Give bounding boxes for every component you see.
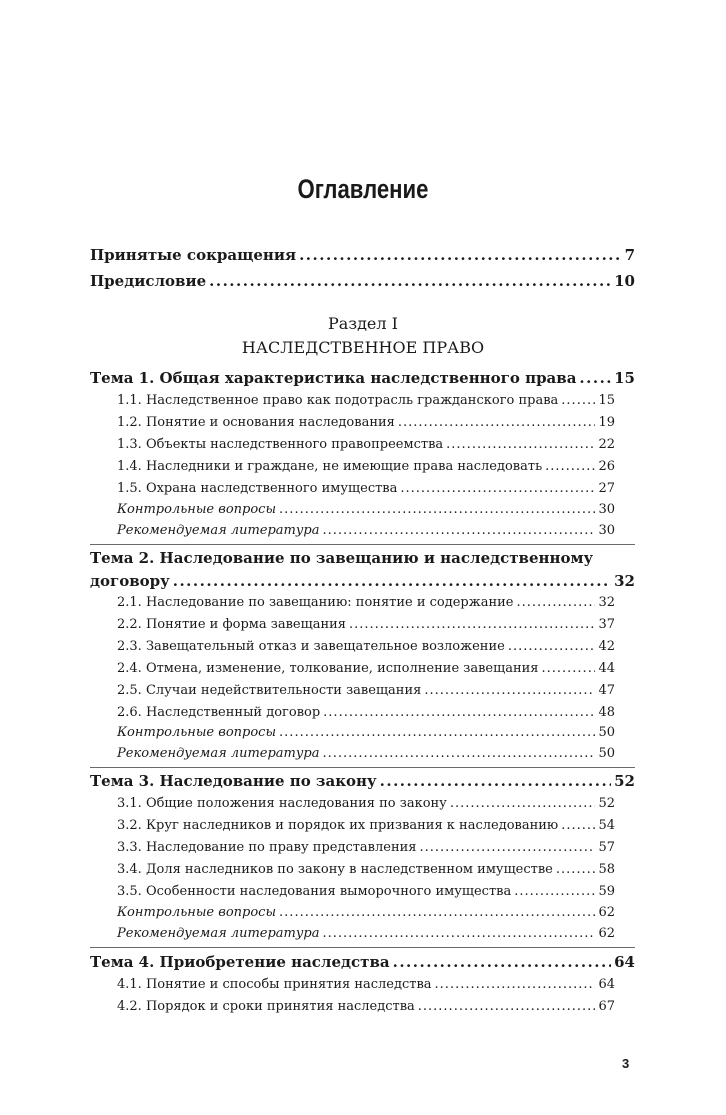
toc-topic-title: Тема 1. Общая характеристика наследственного права: [90, 369, 577, 387]
toc-item-page: 22: [598, 437, 615, 452]
dot-leader: [173, 572, 611, 590]
dot-leader: [323, 523, 596, 538]
toc-item[interactable]: [90, 977, 635, 992]
toc-entry-preface[interactable]: [90, 272, 635, 290]
toc-item-page: 15: [598, 393, 615, 408]
toc-item[interactable]: [90, 884, 635, 899]
toc-topic-page: 32: [614, 572, 635, 590]
dot-leader: [279, 905, 595, 920]
toc-item-title: 2.6. Наследственный договор: [117, 705, 321, 720]
toc-item-review-questions[interactable]: [90, 502, 635, 517]
toc-item-page: 42: [598, 639, 615, 654]
dot-leader: [209, 272, 611, 290]
dot-leader: [556, 862, 596, 877]
toc-topic-title: Тема 4. Приобретение наследства: [90, 953, 390, 971]
toc-item-title: 1.2. Понятие и основания наследования: [117, 415, 395, 430]
toc-item-page: 27: [598, 481, 615, 496]
toc-topic-3[interactable]: [90, 772, 635, 790]
toc-item-page: 32: [598, 595, 615, 610]
dot-leader: [450, 796, 596, 811]
toc-item-page: 47: [598, 683, 615, 698]
toc-topic-2[interactable]: [90, 572, 635, 590]
dot-leader: [545, 459, 595, 474]
dot-leader: [561, 818, 595, 833]
toc-item-title: 2.4. Отмена, изменение, толкование, исполнение завещания: [117, 661, 539, 676]
toc-item[interactable]: [90, 415, 635, 430]
toc-item[interactable]: [90, 683, 635, 698]
divider: [90, 544, 635, 545]
toc-item[interactable]: [90, 705, 635, 720]
section-label: Раздел I: [328, 314, 398, 333]
dot-leader: [424, 683, 595, 698]
dot-leader: [561, 393, 595, 408]
page-number: 3: [622, 1056, 630, 1071]
toc-item-title: 4.2. Порядок и сроки принятия наследства: [117, 999, 415, 1014]
toc-item-title: 2.5. Случаи недействительности завещания: [117, 683, 422, 698]
toc-item-title: 2.2. Понятие и форма завещания: [117, 617, 346, 632]
toc-item-title: 2.1. Наследование по завещанию: понятие и содержание: [117, 595, 514, 610]
toc-item-title: Рекомендуемая литература: [117, 746, 320, 761]
toc-item-title: Контрольные вопросы: [117, 502, 277, 517]
toc-item-title: 1.3. Объекты наследственного правопреемства: [117, 437, 444, 452]
dot-leader: [579, 369, 611, 387]
dot-leader: [446, 437, 595, 452]
toc-entry-title: Предисловие: [90, 272, 207, 290]
toc-item-title: Рекомендуемая литература: [117, 926, 320, 941]
toc-entry-page: 7: [624, 246, 635, 264]
toc-item-title: 1.5. Охрана наследственного имущества: [117, 481, 398, 496]
dot-leader: [398, 415, 596, 430]
dot-leader: [349, 617, 595, 632]
dot-leader: [435, 977, 596, 992]
toc-item-title: 1.1. Наследственное право как подотрасль гражданского права: [117, 393, 559, 408]
toc-item-page: 64: [598, 977, 615, 992]
toc-item-recommended-literature[interactable]: [90, 926, 635, 941]
divider: [90, 767, 635, 768]
toc-item[interactable]: [90, 661, 635, 676]
dot-leader: [542, 661, 596, 676]
toc-item[interactable]: [90, 796, 635, 811]
toc-item-title: Контрольные вопросы: [117, 905, 277, 920]
dot-leader: [508, 639, 596, 654]
toc-item-title: 3.3. Наследование по праву представления: [117, 840, 417, 855]
toc-item-page: 62: [598, 905, 615, 920]
divider: [90, 947, 635, 948]
dot-leader: [400, 481, 595, 496]
toc-item-page: 37: [598, 617, 615, 632]
dot-leader: [323, 746, 596, 761]
toc-item-page: 52: [598, 796, 615, 811]
toc-topic-page: 64: [614, 953, 635, 971]
toc-item-title: 3.1. Общие положения наследования по закону: [117, 796, 447, 811]
dot-leader: [299, 246, 621, 264]
toc-item-page: 50: [598, 725, 615, 740]
toc-item[interactable]: [90, 437, 635, 452]
dot-leader: [514, 884, 595, 899]
dot-leader: [279, 725, 595, 740]
toc-topic-2-title-line1[interactable]: Тема 2. Наследование по завещанию и наследственному: [90, 549, 594, 567]
dot-leader: [323, 705, 595, 720]
toc-item-title: 3.2. Круг наследников и порядок их призвания к наследованию: [117, 818, 559, 833]
toc-item-review-questions[interactable]: [90, 725, 635, 740]
toc-item[interactable]: [90, 999, 635, 1014]
toc-entry-page: 10: [614, 272, 635, 290]
toc-item-page: 26: [598, 459, 615, 474]
toc-item[interactable]: [90, 818, 635, 833]
toc-item[interactable]: [90, 393, 635, 408]
toc-item-page: 57: [598, 840, 615, 855]
toc-item-title: Контрольные вопросы: [117, 725, 277, 740]
toc-item-title: 4.1. Понятие и способы принятия наследства: [117, 977, 432, 992]
dot-leader: [380, 772, 611, 790]
toc-item-review-questions[interactable]: [90, 905, 635, 920]
toc-topic-4[interactable]: [90, 953, 635, 971]
toc-item-title: 1.4. Наследники и граждане, не имеющие права наследовать: [117, 459, 543, 474]
toc-item[interactable]: [90, 862, 635, 877]
toc-item-recommended-literature[interactable]: [90, 523, 635, 538]
toc-item[interactable]: [90, 459, 635, 474]
toc-item[interactable]: [90, 617, 635, 632]
toc-item[interactable]: [90, 481, 635, 496]
toc-item-page: 48: [598, 705, 615, 720]
toc-item-page: 19: [598, 415, 615, 430]
dot-leader: [279, 502, 595, 517]
toc-topic-1[interactable]: [90, 369, 635, 387]
dot-leader: [516, 595, 595, 610]
toc-topic-page: 52: [614, 772, 635, 790]
toc-item-page: 59: [598, 884, 615, 899]
toc-item[interactable]: [90, 639, 635, 654]
toc-item-page: 62: [598, 926, 615, 941]
toc-item-recommended-literature[interactable]: [90, 746, 635, 761]
toc-entry-abbreviations[interactable]: [90, 246, 635, 264]
toc-topic-page: 15: [614, 369, 635, 387]
toc-item-page: 50: [598, 746, 615, 761]
toc-item-title: 3.4. Доля наследников по закону в наследственном имуществе: [117, 862, 553, 877]
toc-item-page: 67: [598, 999, 615, 1014]
page-title: Оглавление: [297, 174, 429, 204]
toc-item[interactable]: [90, 840, 635, 855]
dot-leader: [419, 840, 595, 855]
toc-item[interactable]: [90, 595, 635, 610]
toc-item-title: 3.5. Особенности наследования выморочного имущества: [117, 884, 512, 899]
toc-item-page: 30: [598, 523, 615, 538]
dot-leader: [323, 926, 596, 941]
toc-item-page: 58: [598, 862, 615, 877]
toc-topic-title: договору: [90, 572, 170, 590]
toc-item-title: Рекомендуемая литература: [117, 523, 320, 538]
toc-item-page: 54: [598, 818, 615, 833]
dot-leader: [393, 953, 612, 971]
toc-item-page: 30: [598, 502, 615, 517]
toc-item-page: 44: [598, 661, 615, 676]
toc-topic-title: Тема 3. Наследование по закону: [90, 772, 377, 790]
dot-leader: [418, 999, 596, 1014]
section-name: НАСЛЕДСТВЕННОЕ ПРАВО: [241, 338, 485, 357]
toc-item-title: 2.3. Завещательный отказ и завещательное возложение: [117, 639, 505, 654]
toc-entry-title: Принятые сокращения: [90, 246, 297, 264]
